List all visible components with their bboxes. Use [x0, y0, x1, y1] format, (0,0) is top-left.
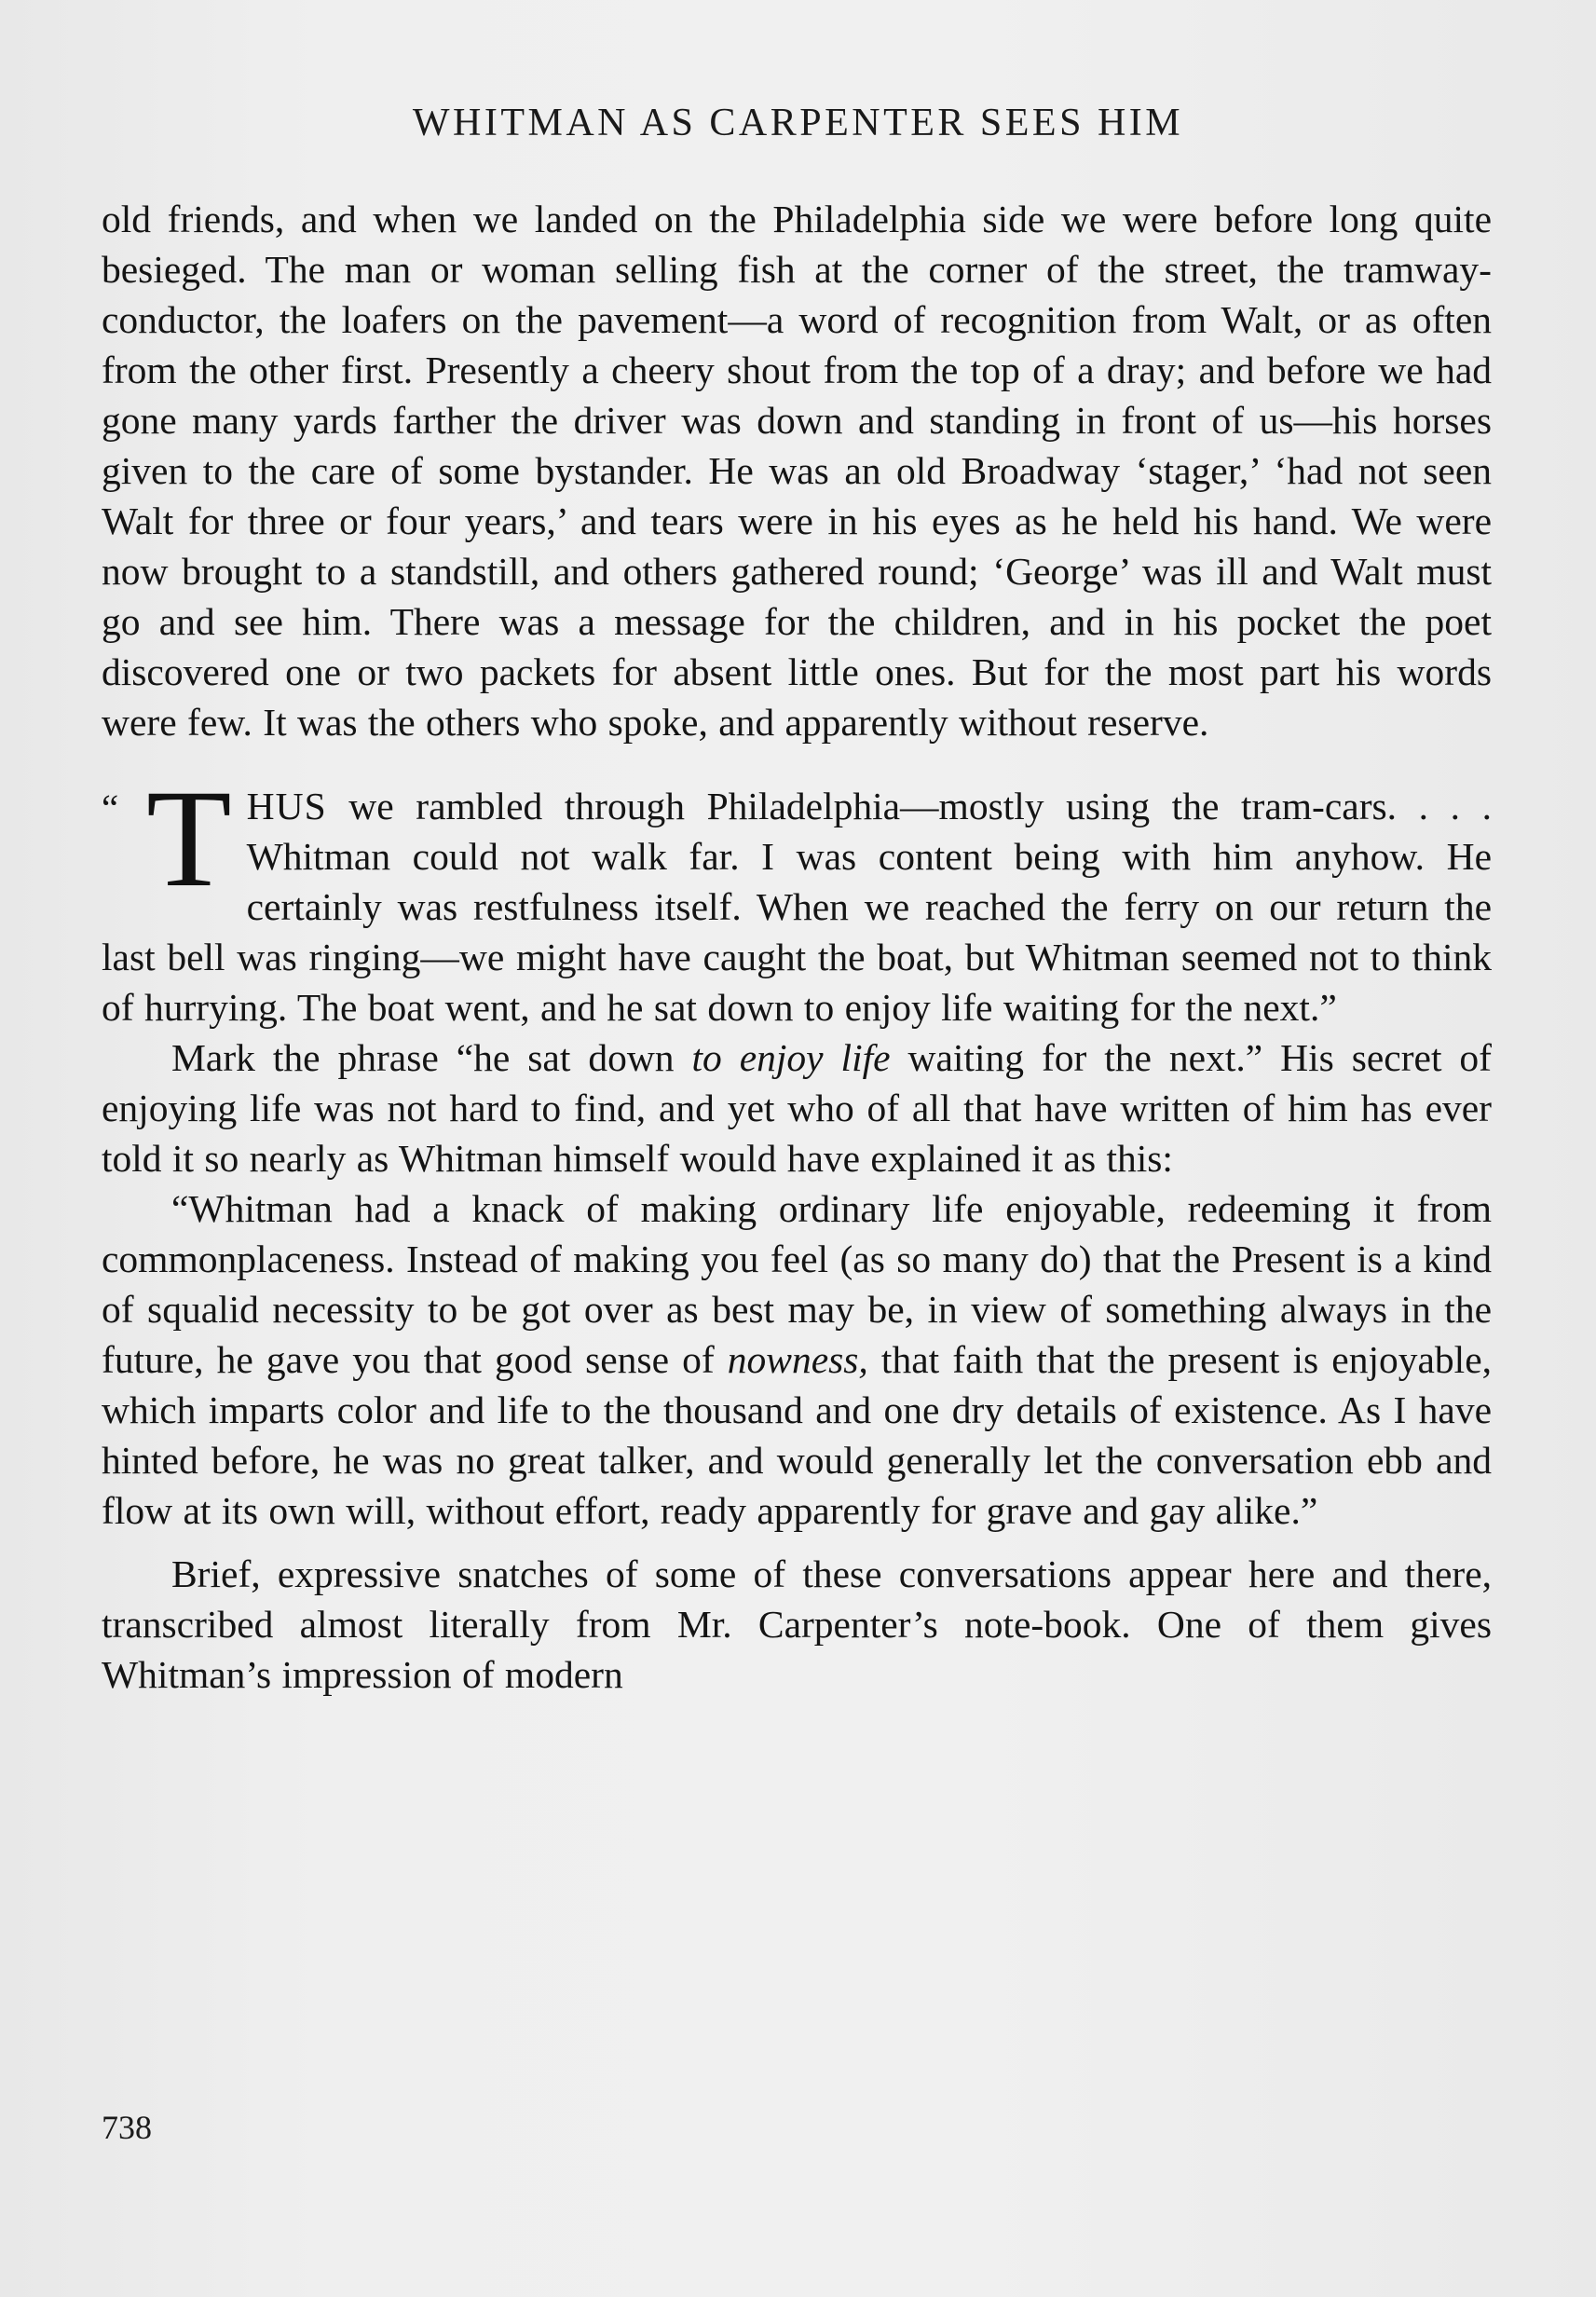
paragraph-5: Brief, expressive snatches of some of these conversations appear here and there, transcribed almost literally from Mr. Carpenter’s note-book. One of them gives Whitman’s impression of modern [102, 1552, 1492, 1696]
emphasis-nowness: nowness, [727, 1338, 868, 1381]
paragraph-3-text-a: Mark the phrase “he sat down [171, 1036, 692, 1079]
opening-quote-mark: “ [102, 786, 119, 829]
emphasis-to-enjoy-life: to enjoy life [691, 1036, 891, 1079]
small-caps-lead: HUS [246, 785, 327, 827]
paragraph-3 [102, 1032, 1492, 1183]
paragraph-2-text: we rambled through Philadelphia—mostly using the tram-cars. . . . Whitman could not walk far. I was content being with him anyhow. He certainly was restfulness itself. When we reached the ferry on our return the last bell was ringing—we might have caught the boat, but Whitman seemed not to think of hurrying. The boat went, and he sat down to enjoy life waiting for the next.” [102, 785, 1492, 1029]
paragraph-4-text-b: that faith that the present is enjoyable, which imparts color and life to the thousand and one dry details of existence. As I have hinted before, he was no great talker, and would generally let the conversation ebb and flow at its own will, without effort, ready apparently for grave and gay alike.” [102, 1338, 1492, 1532]
running-title: WHITMAN AS CARPENTER SEES HIM [412, 102, 1184, 144]
drop-cap-initial: T [146, 761, 232, 916]
paragraph-4-text-a: “Whitman had a knack of making ordinary life enjoyable, redeeming it from commonplaceness. Instead of making you feel (as so many do) that the Present is a kind of squalid necessity to be got over as best may be, in view of something always in the future, he gave you that good sense of [102, 1187, 1492, 1381]
body-text [102, 194, 1492, 1700]
paragraph-1: old friends, and when we landed on the Philadelphia side we were before long quite besieged. The man or woman selling fish at the corner of the street, the tramway-conductor, the loafers on the pavement—a word of recognition from Walt, or as often from the other first. Presently a cheery shout from the top of a dray; and before we had gone many yards farther the driver was down and standing in front of us—his horses given to the care of some bystander. He was an old Broadway ‘stager,’ ‘had not seen Walt for three or four years,’ and tears were in his eyes as he held his hand. We were now brought to a standstill, and others gathered round; ‘George’ was ill and Walt must go and see him. There was a message for the children, and in his pocket the poet discovered one or two packets for absent little ones. But for the most part his words were few. It was the others who spoke, and apparently without reserve. [102, 198, 1492, 744]
page-number: 738 [102, 2109, 152, 2146]
paragraph-4-quotation [102, 1183, 1492, 1536]
paragraph-3-text-b: waiting for the next.” His secret of enjoying life was not hard to find, and yet who of all that have written of him has ever told it so nearly as Whitman himself would have explained it as this: [102, 1036, 1492, 1180]
paragraph-2-quotation [102, 761, 1492, 1032]
